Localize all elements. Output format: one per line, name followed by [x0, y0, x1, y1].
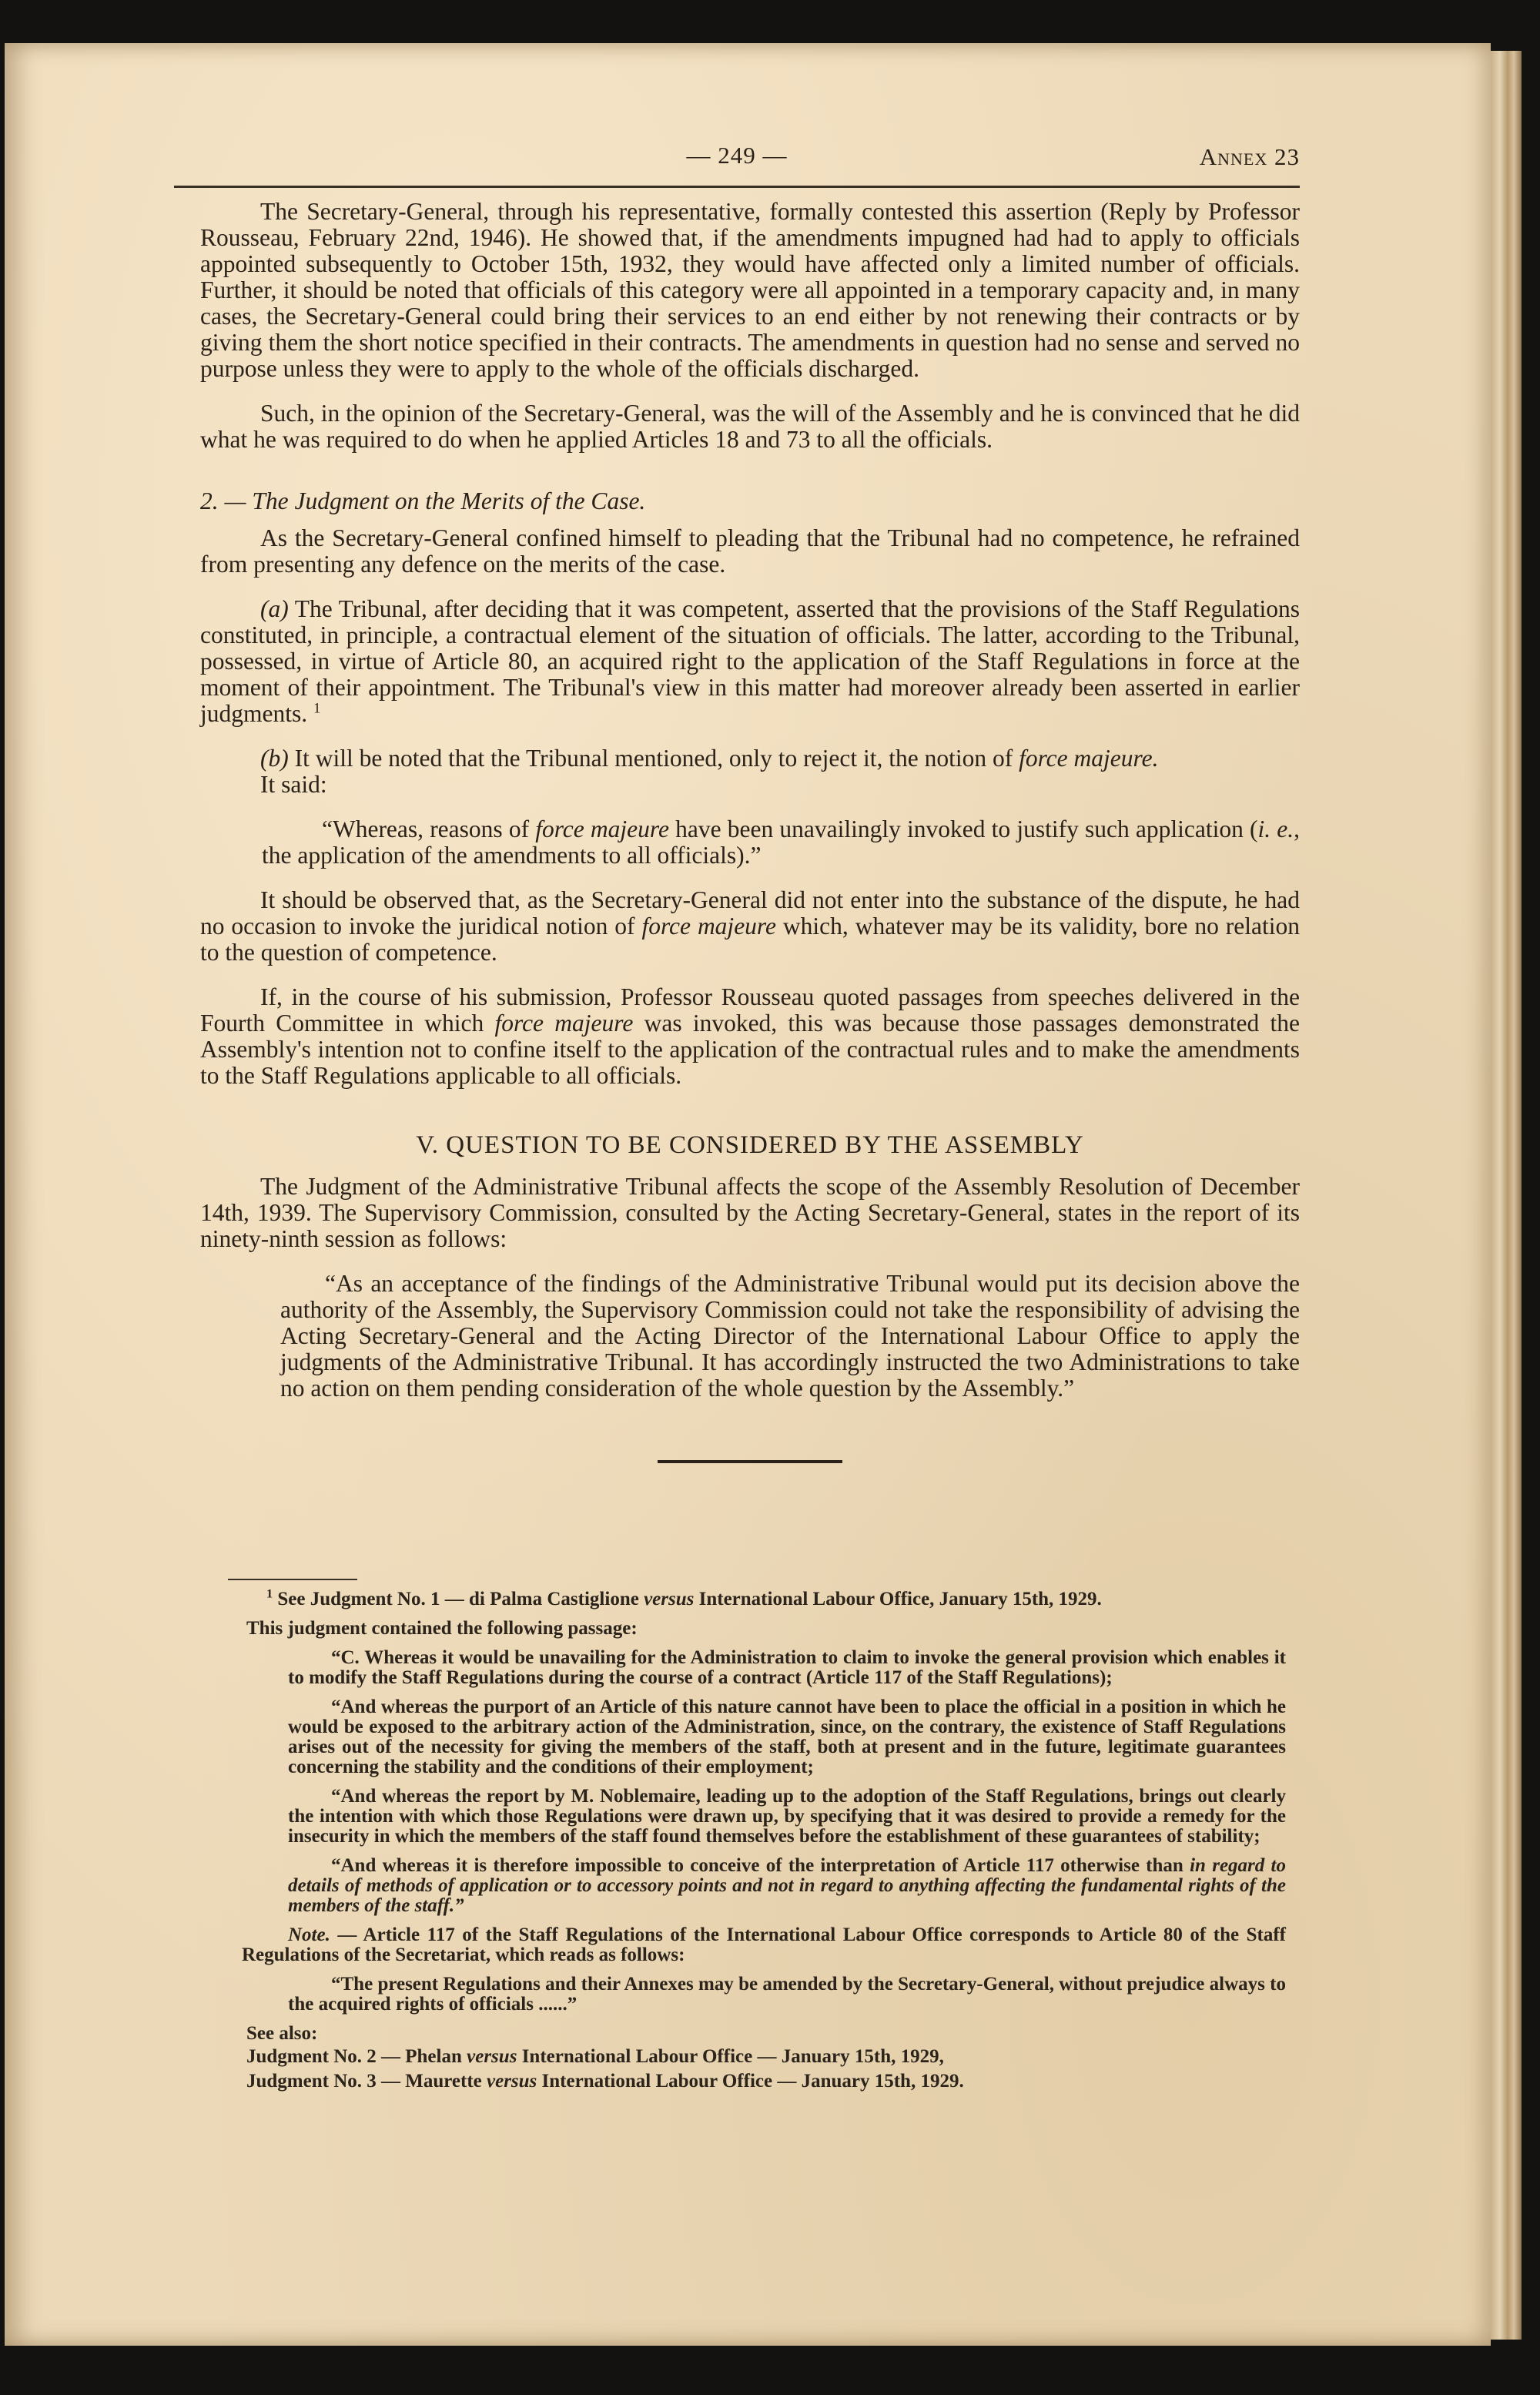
quote-text: “Whereas, reasons of: [322, 816, 536, 842]
end-rule: [658, 1460, 842, 1463]
paragraph-a-text: The Tribunal, after deciding that it was competent, asserted that the provisions of the Staff Regulations constituted, in principle, a contractual element of the situation of officials. The latter, according to the Tribunal, possessed, in virtue of Article 80, an acquired right to the application of the Staff Regulations in force at the moment of their appointment. The Tribunal's view in this matter had moreover already been asserted in earlier judgments.: [200, 595, 1300, 727]
footnote-text: International Labour Office, January 15th, 1929.: [694, 1589, 1102, 1610]
footnote-ref: 1: [313, 700, 321, 717]
judgment-reference: [246, 2072, 1286, 2092]
paragraph-text: which, whatever may be its validity, bore no relation to the question of competence.: [200, 913, 1301, 966]
footnotes: [242, 1586, 1286, 2092]
page-header: [174, 134, 1300, 188]
italic-term: in regard to details of methods of application or to accessory points and not in regard to anything affecting the fundamental rights of the members of the staff.”: [288, 1855, 1286, 1916]
commission-quote: “As an acceptance of the findings of the Administrative Tribunal would put its decision above the authority of the Assembly, the Supervisory Commission could not take the responsibility of advising the Acting Secretary-General and the Acting Director of the International Labour Office to apply the judgments of the Administrative Tribunal. It has accordingly instructed the two Administrations to take no action on them pending consideration of the whole question by the Assembly.”: [280, 1270, 1300, 1402]
paragraph: Such, in the opinion of the Secretary-General, was the will of the Assembly and he is convinced that he did what he was required to do when he applied Articles 18 and 73 to all the officials.: [200, 400, 1300, 453]
paragraph: [200, 887, 1300, 966]
footnote-quote: “The present Regulations and their Annexes may be amended by the Secretary-General, without prejudice always to the acquired rights of officials ......”: [288, 1974, 1286, 2015]
paragraph: The Secretary-General, through his representative, formally contested this assertion (Reply by Professor Rousseau, February 22nd, 1946). He showed that, if the amendments impugned had had to apply to officials appointed subsequently to October 15th, 1932, they would have affected only a limited number of officials. Further, it should be noted that officials of this category were all appointed in a temporary capacity and, in many cases, the Secretary-General could bring their services to an end either by not renewing their contracts or by giving them the short notice specified in their contracts. The amendments in question had no sense and served no purpose unless they were to apply to the whole of the officials discharged.: [200, 198, 1300, 382]
paragraph-b-cont: It said:: [260, 771, 327, 798]
italic-term: force majeure: [535, 816, 669, 842]
footnote-text: — Article 117 of the Staff Regulations of the International Labour Office corresponds to Article 80 of the Staff Regulations of the Secretariat, which reads as follows:: [242, 1924, 1286, 1965]
quote-text: have been unavailingly invoked to justify such application (: [668, 816, 1258, 842]
footnote-intro: This judgment contained the following passage:: [246, 1618, 638, 1639]
annex-label: Annex 23: [1199, 143, 1300, 170]
paragraph: [200, 984, 1300, 1089]
footnote-quote: “And whereas the purport of an Article of this nature cannot have been to place the official in a position in which he would be exposed to the arbitrary action of the Administration, since, on the contrary, the existence of Staff Regulations arises out of the necessity for giving the members of the staff, both at present and in the future, legitimate guarantees concerning the stability and the conditions of their employment;: [288, 1697, 1286, 1777]
page-stack-edge: [1491, 51, 1522, 2340]
paragraph: The Judgment of the Administrative Tribunal affects the scope of the Assembly Resolution of December 14th, 1939. The Supervisory Commission, consulted by the Acting Secretary-General, states in the report of its ninety-ninth session as follows:: [200, 1173, 1300, 1252]
paragraph-text: It should be observed that, as the Secretary-General did not enter into the substance of the dispute, he had no occasion to invoke the juridical notion of: [200, 886, 1300, 940]
footnote-text: “And whereas it is therefore impossible to conceive of the interpretation of Article 117 otherwise than: [331, 1855, 1190, 1876]
subheading-merits: 2. — The Judgment on the Merits of the Case.: [200, 487, 646, 514]
footnote-note: [242, 1925, 1286, 1965]
body-text: [200, 199, 1300, 1463]
section-heading-v: V. QUESTION TO BE CONSIDERED BY THE ASSEMBLY: [416, 1131, 1084, 1159]
footnote-text: International Labour Office — January 15th, 1929.: [537, 2071, 964, 2092]
italic-term: versus: [644, 1589, 695, 1610]
paragraph-text: If, in the course of his submission, Professor Rousseau quoted passages from speeches delivered in the Fourth Committee in which: [200, 983, 1300, 1037]
note-label: Note.: [288, 1924, 330, 1945]
footnote-text: International Labour Office — January 15th, 1929,: [517, 2046, 944, 2067]
paragraph: As the Secretary-General confined himself to pleading that the Tribunal had no competence, he refrained from presenting any defence on the merits of the case.: [200, 524, 1300, 578]
paragraph-a: [200, 596, 1300, 727]
footnote-quote: “And whereas the report by M. Noblemaire, leading up to the adoption of the Staff Regulations, brings out clearly the intention with which those Regulations were drawn up, by specifying that it was desired to provide a remedy for the insecurity in which the members of the staff found themselves before the establishment of these guarantees of stability;: [288, 1786, 1286, 1847]
footnote-quote: [246, 1856, 1286, 1916]
italic-term: versus: [487, 2071, 537, 2092]
footnote-quote: “C. Whereas it would be unavailing for the Administration to claim to invoke the general provision which enables it to modify the Staff Regulations during the course of a contract (Article 117 of the Staff Regulations);: [288, 1647, 1286, 1688]
item-label-b: (b): [260, 745, 289, 772]
italic-term: force majeure: [641, 913, 776, 940]
tribunal-quote: [200, 816, 1300, 869]
see-also-label: See also:: [246, 2023, 318, 2044]
paragraph-b-text: It will be noted that the Tribunal mentioned, only to reject it, the notion of: [288, 745, 1019, 772]
paragraph-text: was invoked, this was because those passages demonstrated the Assembly's intention not to confine itself to the application of the contractual rules and to make the amendments to the Staff Regulations applicable to all officials.: [200, 1010, 1301, 1089]
paragraph-b: [200, 745, 1300, 772]
footnote-text: Judgment No. 2 — Phelan: [246, 2046, 467, 2067]
item-label-a: (a): [260, 595, 289, 622]
header-rule: [174, 186, 1300, 188]
page-number: — 249 —: [686, 142, 788, 169]
footnote-text: Judgment No. 3 — Maurette: [246, 2071, 487, 2092]
footnote-text: See Judgment No. 1 — di Palma Castiglione: [273, 1589, 644, 1610]
footnote-rule: [228, 1579, 357, 1580]
judgment-reference: [246, 2047, 1286, 2067]
quote-text: , the application of the amendments to all officials).”: [262, 816, 1301, 869]
footnote-marker: 1: [266, 1586, 273, 1601]
italic-term: force majeure: [494, 1010, 634, 1037]
footnote-1: [246, 1586, 1286, 1610]
italic-term: i. e.: [1257, 816, 1294, 842]
italic-term: force majeure.: [1019, 745, 1159, 772]
italic-term: versus: [467, 2046, 517, 2067]
